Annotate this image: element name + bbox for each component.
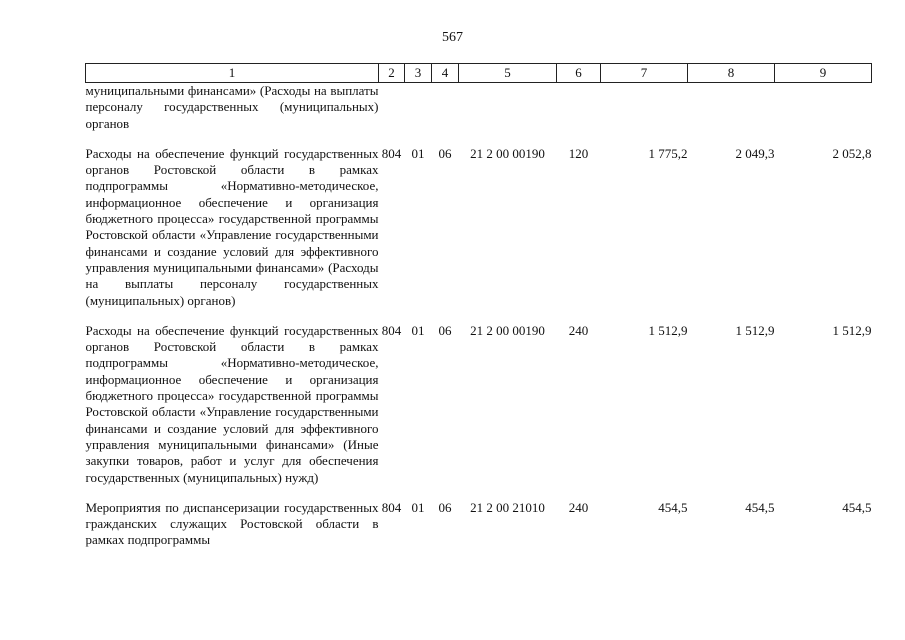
- cell-year-3: 2 052,8: [832, 145, 872, 161]
- column-header: 6: [557, 64, 601, 83]
- cell-vr: 120: [568, 145, 589, 161]
- cell-year-1: [601, 83, 688, 132]
- cell-year-3: 454,5: [842, 499, 872, 515]
- cell-year-2: 2 049,3: [735, 145, 775, 161]
- row-description: Расходы на обеспечение функций государственных органов Ростовской области в рамках подпрограммы «Нормативно-методическое, информационное обеспечение и организация бюджетного процесса» государственной программы Ростовской области «Управление государственными финансами и создание условий для эффективного управления муниципальными финансами» (Иные закупки товаров, работ и услуг для обеспечения государственных (муниципальных) нужд): [85, 322, 379, 485]
- cell-ved: 804: [381, 322, 402, 338]
- column-number-row: [86, 64, 872, 83]
- cell-year-2: 1 512,9: [735, 322, 775, 338]
- cell-csr: 21 2 00 00190: [470, 322, 545, 338]
- column-header: 4: [432, 64, 459, 83]
- cell-csr: 21 2 00 21010: [470, 499, 545, 515]
- cell-vr: 240: [568, 499, 589, 515]
- page-number: 567: [442, 30, 463, 45]
- budget-table: [85, 63, 872, 549]
- row-description: Расходы на обеспечение функций государственных органов Ростовской области в рамках подпрограммы «Нормативно-методическое, информационное обеспечение и организация бюджетного процесса» государственной программы Ростовской области «Управление государственными финансами и создание условий для эффективного управления муниципальными финансами» (Расходы на выплаты персоналу государственных (муниципальных) органов): [85, 145, 379, 308]
- cell-ved: 804: [381, 499, 402, 515]
- row-description: Мероприятия по диспансеризации государственных гражданских служащих Ростовской области в рамках подпрограммы: [85, 499, 379, 548]
- cell-ved: [379, 83, 405, 132]
- column-header: 8: [688, 64, 775, 83]
- column-header: 9: [775, 64, 872, 83]
- cell-year-3: 1 512,9: [832, 322, 872, 338]
- cell-pr: 06: [438, 499, 452, 515]
- cell-ved: 804: [381, 145, 402, 161]
- column-header: 2: [379, 64, 405, 83]
- cell-csr: 21 2 00 00190: [470, 145, 545, 161]
- cell-csr: [459, 83, 557, 132]
- cell-vr: 240: [568, 322, 589, 338]
- cell-year-1: 454,5: [658, 499, 688, 515]
- column-header: 3: [405, 64, 432, 83]
- cell-rz: 01: [411, 322, 425, 338]
- cell-pr: [432, 83, 459, 132]
- column-header: 7: [601, 64, 688, 83]
- column-header: 5: [459, 64, 557, 83]
- column-header: 1: [86, 64, 379, 83]
- cell-year-1: 1 512,9: [648, 322, 688, 338]
- cell-year-2: [688, 83, 775, 132]
- table-row: [86, 83, 872, 132]
- cell-rz: 01: [411, 499, 425, 515]
- cell-pr: 06: [438, 322, 452, 338]
- cell-rz: [405, 83, 432, 132]
- cell-pr: 06: [438, 145, 452, 161]
- table-row: [86, 486, 872, 549]
- cell-vr: [557, 83, 601, 132]
- cell-year-3: [775, 83, 872, 132]
- row-description: муниципальными финансами» (Расходы на выплаты персоналу государственных (муниципальных) органов: [85, 83, 379, 131]
- table-row: [86, 309, 872, 486]
- table-row: [86, 132, 872, 309]
- cell-year-1: 1 775,2: [648, 145, 688, 161]
- cell-year-2: 454,5: [745, 499, 775, 515]
- cell-rz: 01: [411, 145, 425, 161]
